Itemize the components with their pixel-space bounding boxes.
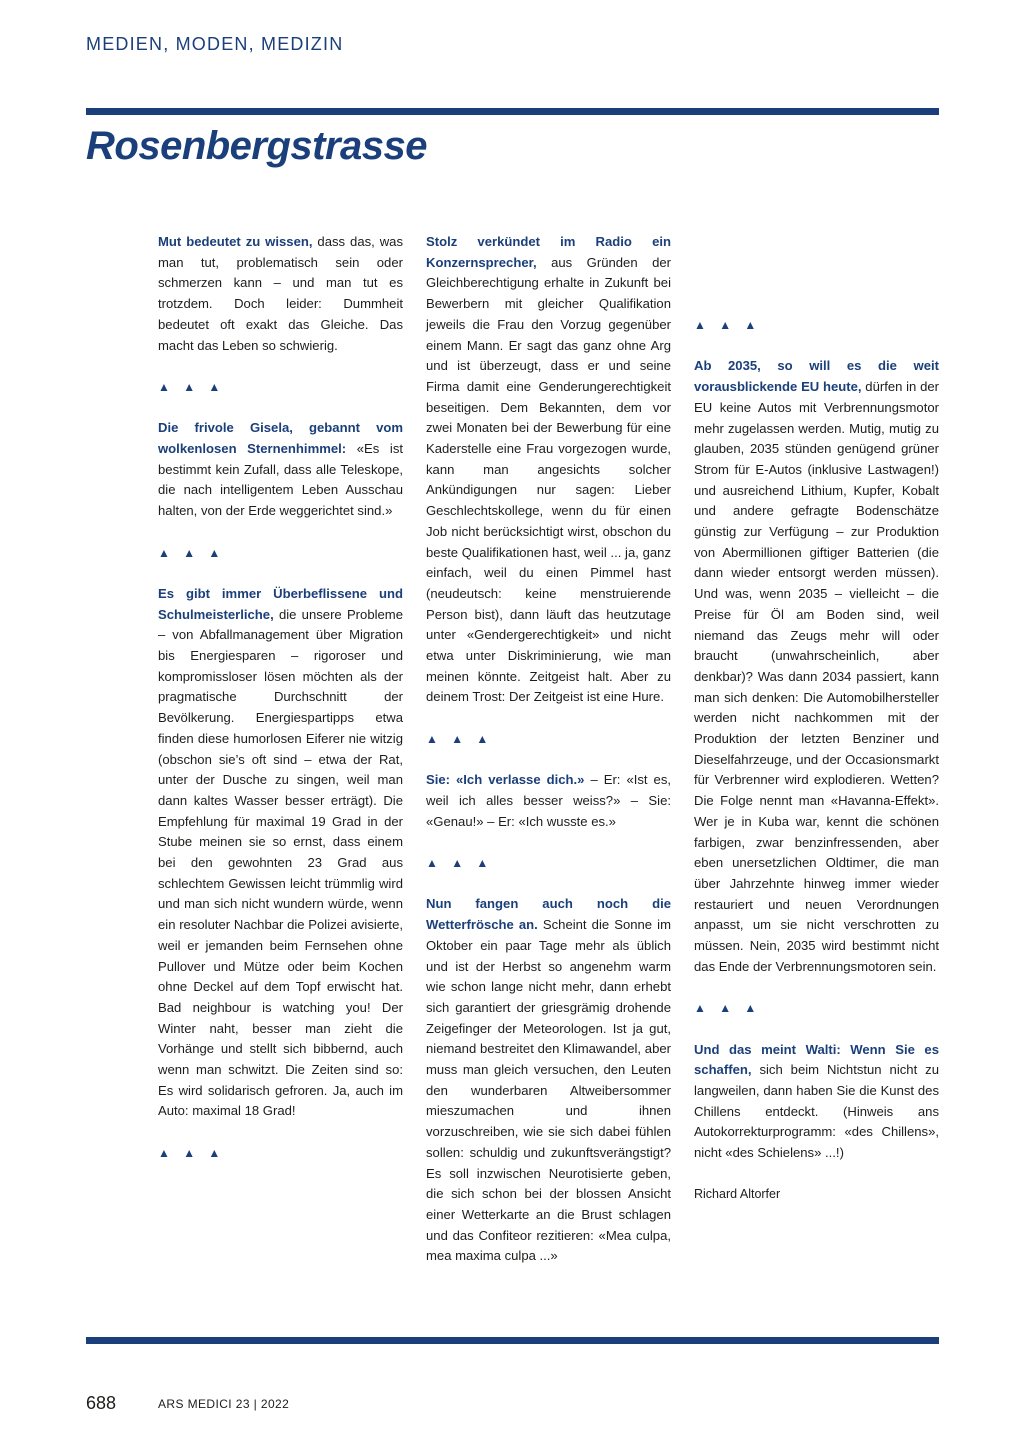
paragraph-lead: Nun fangen auch noch die Wetterfrösche an.	[426, 896, 671, 933]
paragraph-lead: Mut bedeutet zu wissen,	[158, 234, 313, 249]
top-rule	[86, 108, 939, 115]
separator-triangles: ▲ ▲ ▲	[694, 318, 762, 332]
page-number: 688	[86, 1393, 117, 1413]
paragraph-text: aus Gründen der Gleichberechtigung erhalte in Zukunft bei Bewerbern mit gleicher Qualifikation jeweils die Frau den Vorzug gegenüber einem Mann. Er sagt das ganz ohne Arg und ist überzeugt, dass er und seine Firma damit eine Genderungerechtigkeit beseitigen. Dem Bekannten, dem vor zwei Monaten bei der Bewerbung für eine Kaderstelle eine Frau vorgezogen wurde, kann man angesichts solcher Ankündigungen nur sagen: Lieber Geschlechtskollege, wenn du für einen Job nicht berücksichtigt wirst, obschon du beste Qualifikationen hast, weil ... ja, ganz einfach, weil du einen Pimmel hast (neudeutsch: keine menstruierende Person bist), dann läuft das heutzutage unter «Gendergerechtigkeit» und nicht etwa unter Diskriminierung, wie man meinen könnte. Zeitgeist halt. Aber zu deinem Trost: Der Zeitgeist ist eine Hure.	[426, 254, 671, 705]
separator-triangles: ▲ ▲ ▲	[158, 379, 226, 394]
paragraph-text: – Er: «Ist es, weil ich alles besser weiss?» – Sie: «Genau!» – Er: «Ich wusste es.»	[426, 772, 672, 829]
paragraph-lead: Es gibt immer Überbeflissene und Schulmeisterliche,	[158, 585, 403, 622]
paragraph-2	[158, 418, 403, 522]
paragraph-lead: Und das meint Walti: Wenn Sie es schaffen,	[694, 1041, 939, 1078]
paragraph-text: «Es ist bestimmt kein Zufall, dass alle Teleskope, die nach intelligentem Leben Ausschau halten, von der Erde weggerichtet sind.»	[158, 441, 403, 519]
paragraph-6	[426, 894, 671, 1267]
section-label: MEDIEN, MODEN, MEDIZIN	[86, 34, 344, 54]
separator-triangles: ▲ ▲ ▲	[426, 731, 494, 746]
separator-triangles: ▲ ▲ ▲	[694, 1001, 762, 1016]
paragraph-5	[426, 770, 671, 832]
paragraph-4	[426, 232, 671, 708]
journal-issue: ARS MEDICI 23 | 2022	[158, 1397, 290, 1411]
paragraph-lead: Die frivole Gisela, gebannt vom wolkenlosen Sternenhimmel:	[158, 420, 403, 456]
separator-triangles: ▲ ▲ ▲	[158, 1145, 226, 1160]
paragraph-3	[158, 584, 403, 1122]
separator-triangles: ▲ ▲ ▲	[426, 856, 494, 871]
paragraph-text: sich beim Nichtstun nicht zu langweilen, dann haben Sie die Kunst des Chillens entdeckt. (Hinweis ans Autokorrekturprogramm: «des Chillens», nicht «des Schielens» ...!)	[694, 1062, 939, 1161]
paragraph-7	[694, 356, 939, 977]
paragraph-text: dürfen in der EU keine Autos mit Verbrennungsmotor mehr zugelassen werden. Mutig, mutig zu glauben, 2035 stünden genügend grüner Strom für E-Autos (inklusive Lastwagen!) und ausreichend Lithium, Kupfer, Kobalt und andere gefragte Bodenschätze günstig zur Verfügung – zur Produktion von Abermillionen giftiger Batterien (die dann wieder entsorgt werden müssen). Und was, wenn 2035 – vielleicht – die Preise für Öl am Boden sind, weil niemand das Zeugs mehr will oder braucht (unwahrscheinlich, aber denkbar)? Was dann 2034 passiert, kann man sich denken: Die Automobilhersteller werden nicht nachkommen mit der Produktion der letzten Benziner und Dieselfahrzeuge, und der Occasionsmarkt für Verbrenner wird explodieren. Wetten? Die Folge nennt man «Havanna-Effekt». Wer je in Kuba war, kennt die schönen farbigen, zwar benzinfressenden, aber eben unersetzlichen Oldtimer, die man über Jahrzehnte hinweg immer wieder restauriert und neuen Verordnungen anpasst, um sie nicht verschrotten zu müssen. Nein, 2035 wird bestimmt nicht das Ende der Verbrennungsmotoren sein.	[694, 379, 939, 974]
paragraph-1	[158, 232, 403, 356]
article-body	[158, 232, 939, 1264]
paragraph-text: dass das, was man tut, problematisch sein oder schmerzen kann – und man tut es trotzdem. Doch leider: Dummheit bedeutet oft exakt das Gleiche. Das macht das Leben so schwierig.	[158, 234, 404, 353]
paragraph-lead: Sie: «Ich verlasse dich.»	[426, 772, 585, 788]
bottom-rule	[86, 1337, 939, 1344]
author-name: Richard Altorfer	[694, 1187, 781, 1202]
paragraph-lead: Ab 2035, so will es die weit vorausblickende EU heute,	[694, 358, 939, 395]
paragraph-lead: Stolz verkündet im Radio ein Konzernsprecher,	[426, 234, 671, 270]
separator-triangles: ▲ ▲ ▲	[158, 545, 226, 560]
paragraph-text: Scheint die Sonne im Oktober ein paar Tage mehr als üblich und ist der Herbst so angenehm warm wie schon lange nicht mehr, dann erhebt sich garantiert der griesgrämig drohende Zeigefinger der Meteorologen. Ist ja gut, niemand bestreitet den Klimawandel, aber muss man gleich versuchen, den Leuten den wunderbaren Altweibersommer mieszumachen und ihnen vorzuschreiben, wie sie sich dabei fühlen sollen: schuldig und zukunftsverängstigt? Es soll inzwischen Neurotisierte geben, die sich schon bei der blossen Ansicht einer Wetterkarte an die Brust schlagen und das Confiteor rezitieren: «Mea culpa, mea maxima culpa ...»	[426, 917, 671, 1264]
column-1	[158, 232, 403, 1164]
paragraph-8	[694, 1040, 939, 1164]
column-2	[426, 232, 671, 1267]
paragraph-text: die unsere Probleme – von Abfallmanagement über Migration bis Energiesparen – rigoroser und kompromissloser lösen möchten als der pragmatische Durchschnitt der Bevölkerung. Energiespartipps etwa finden diese humorlosen Eiferer nie witzig (obschon sie’s oft sind – etwa der Rat, unter der Dusche zu singen, weil man dann kaltes Wasser besser erträgt). Die Empfehlung für maximal 19 Grad in der Stube meinen sie so ernst, dass einem bei den gewohnten 23 Grad aus schlechtem Gewissen leicht trümmlig wird und man sich nicht wundern würde, wenn ein resoluter Nachbar die Polizei avisierte, weil er jemanden beim Fernsehen ohne Pullover und Mütze oder beim Kochen ohne Deckel auf dem Topf erwischt hat. Bad neighbour is watching you! Der Winter naht, besser man zieht die Vorhänge und stellt sich bibbernd, auch wenn man schwitzt. Die Zeiten sind so: Es wird solidarisch gefroren. Ja, auch im Auto: maximal 18 Grad!	[158, 606, 403, 1119]
column-3	[694, 232, 939, 1205]
article-title: Rosenbergstrasse	[86, 124, 428, 168]
